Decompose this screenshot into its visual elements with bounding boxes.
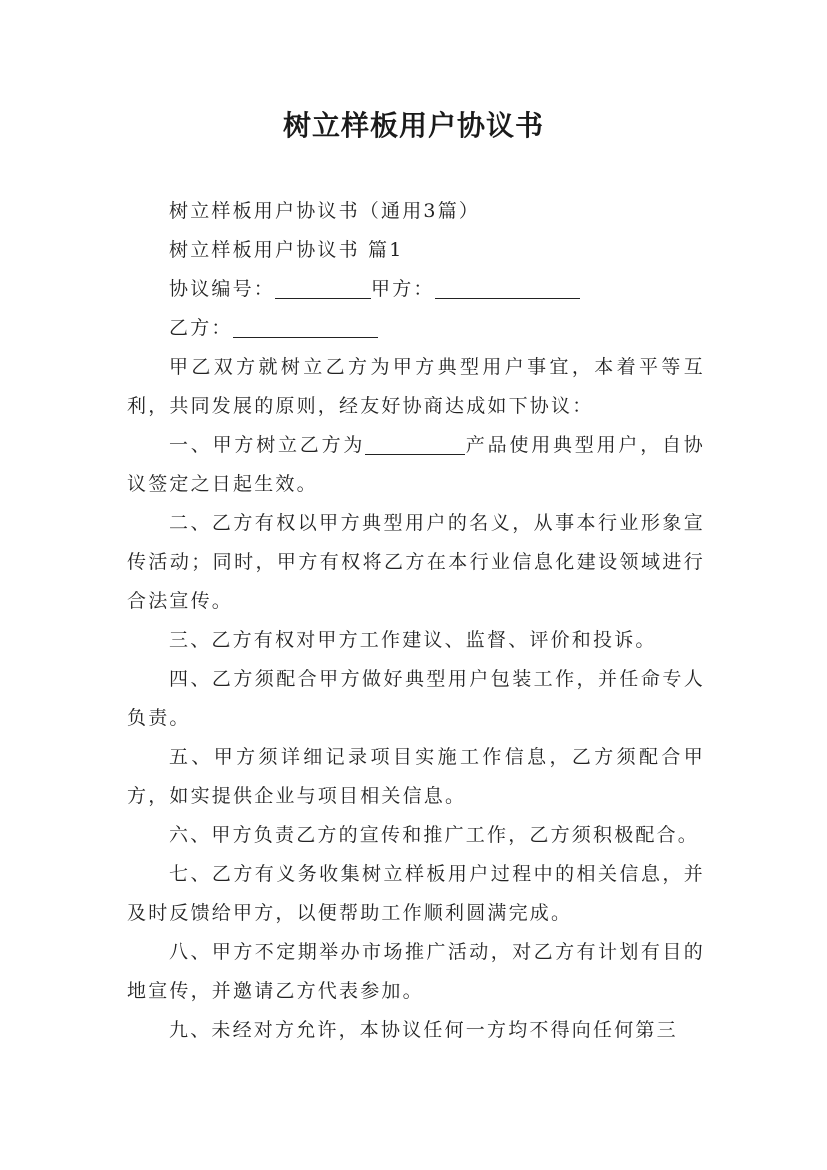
clause-1-before: 一、甲方树立乙方为 (169, 434, 366, 456)
intro-paragraph: 甲乙双方就树立乙方为甲方典型用户事宜，本着平等互利，共同发展的原则，经友好协商达成如下协议： (127, 356, 705, 417)
agreement-fields-line (127, 270, 705, 309)
clause-8: 八、甲方不定期举办市场推广活动，对乙方有计划有目的地宣传，并邀请乙方代表参加。 (127, 941, 705, 1002)
product-blank (365, 430, 465, 455)
agreement-no-label: 协议编号： (169, 278, 276, 300)
section-heading: 树立样板用户协议书 篇1 (169, 239, 404, 261)
clause-7: 七、乙方有义务收集树立样板用户过程中的相关信息，并及时反馈给甲方，以便帮助工作顺利圆满完成。 (127, 863, 705, 924)
party-b-label: 乙方： (169, 317, 233, 339)
party-b-blank (233, 313, 378, 338)
clause-6: 六、甲方负责乙方的宣传和推广工作，乙方须积极配合。 (169, 824, 700, 846)
clause-4: 四、乙方须配合甲方做好典型用户包装工作，并任命专人负责。 (127, 668, 705, 729)
clause-1 (127, 426, 705, 504)
document-title: 树立样板用户协议书 (282, 109, 544, 142)
document-subtitle: 树立样板用户协议书（通用3篇） (169, 200, 481, 222)
clause-1-after: 产品使用典型用户，自协议签定之日起生效。 (127, 434, 705, 495)
clause-9: 九、未经对方允许，本协议任何一方均不得向任何第三 (169, 1019, 678, 1041)
clause-2: 二、乙方有权以甲方典型用户的名义，从事本行业形象宣传活动；同时，甲方有权将乙方在本行业信息化建设领域进行合法宣传。 (127, 512, 705, 612)
clause-3: 三、乙方有权对甲方工作建议、监督、评价和投诉。 (169, 629, 657, 651)
party-a-label: 甲方： (371, 278, 435, 300)
document-body (127, 192, 705, 1050)
party-a-blank (435, 274, 580, 299)
agreement-no-blank (275, 274, 371, 299)
clause-5: 五、甲方须详细记录项目实施工作信息，乙方须配合甲方，如实提供企业与项目相关信息。 (127, 746, 705, 807)
party-b-line (127, 309, 705, 348)
